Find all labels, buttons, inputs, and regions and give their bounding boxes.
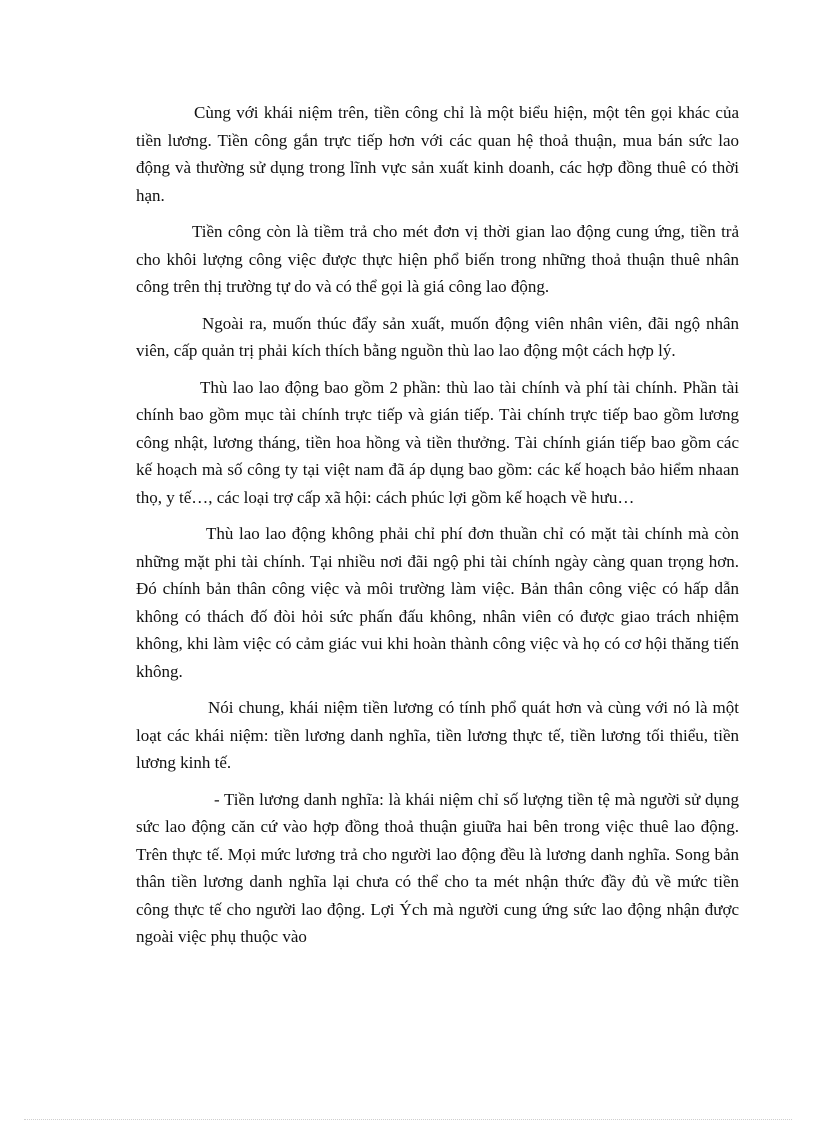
paragraph-wage-per-time-unit: Tiền công còn là tiềm trả cho mét đơn vị thời gian lao động cung ứng, tiền trả cho khôi lượng công việc được thực hiện phổ biến trong những thoả thuận thuê nhân công trên thị trường tự do và có thể gọi là giá công lao động. bbox=[136, 222, 739, 296]
paragraph-motivation: Ngoài ra, muốn thúc đẩy sản xuất, muốn động viên nhân viên, đãi ngộ nhân viên, cấp quản trị phải kích thích bằng nguồn thù lao lao động một cách hợp lý. bbox=[136, 313, 739, 360]
paragraph-compensation-components: Thù lao lao động bao gồm 2 phần: thù lao tài chính và phí tài chính. Phần tài chính bao gồm mục tài chính trực tiếp và gián tiếp. Tài chính trực tiếp bao gồm lương công nhật, lương tháng, tiền hoa hồng và tiền thưởng. Tài chính gián tiếp bao gồm các kế hoạch mà số công ty tại việt nam đã áp dụng bao gồm: các kế hoạch bảo hiểm nhaan thọ, y tế…, các loại trợ cấp xã hội: cách phúc lợi gồm kế hoạch về hưu… bbox=[136, 377, 739, 507]
paragraph-nominal-wage: - Tiền lương danh nghĩa: là khái niệm chỉ số lượng tiền tệ mà người sử dụng sức lao động căn cứ vào hợp đồng thoả thuận giuữa hai bên trong việc thuê lao động. Trên thực tế. Mọi mức lương trả cho người lao động đều là lương danh nghĩa. Song bản thân tiền lương danh nghĩa lại chưa có thể cho ta mét nhận thức đầy đủ về mức tiền công thực tế cho người lao động. Lợi Ých mà người cung ứng sức lao động nhận được ngoài việc phụ thuộc vào bbox=[136, 789, 739, 946]
paragraph-non-financial: Thù lao lao động không phải chỉ phí đơn thuần chỉ có mặt tài chính mà còn những mặt phi tài chính. Tại nhiều nơi đãi ngộ phi tài chính ngày càng quan trọng hơn. Đó chính bản thân công việc và môi trường làm việc. Bản thân công việc có hấp dẫn không có thách đố đòi hỏi sức phấn đấu không, nhân viên có được giao trách nhiệm không, khi làm việc có cảm giác vui khi hoàn thành công việc và họ có cơ hội thăng tiến không. bbox=[136, 524, 739, 681]
paragraph-wage-definition: Cùng với khái niệm trên, tiền công chỉ là một biểu hiện, một tên gọi khác của tiền lương. Tiền công gắn trực tiếp hơn với các quan hệ thoả thuận, mua bán sức lao động và thường sử dụng trong lĩnh vực sản xuất kinh doanh, các hợp đồng thuê có thời hạn. bbox=[136, 103, 739, 205]
document-page bbox=[136, 99, 739, 960]
paragraph-general-concept: Nói chung, khái niệm tiền lương có tính phổ quát hơn và cùng với nó là một loạt các khái niệm: tiền lương danh nghĩa, tiền lương thực tế, tiền lương tối thiểu, tiền lương kinh tế. bbox=[136, 698, 739, 772]
page-bottom-divider bbox=[24, 1119, 792, 1120]
